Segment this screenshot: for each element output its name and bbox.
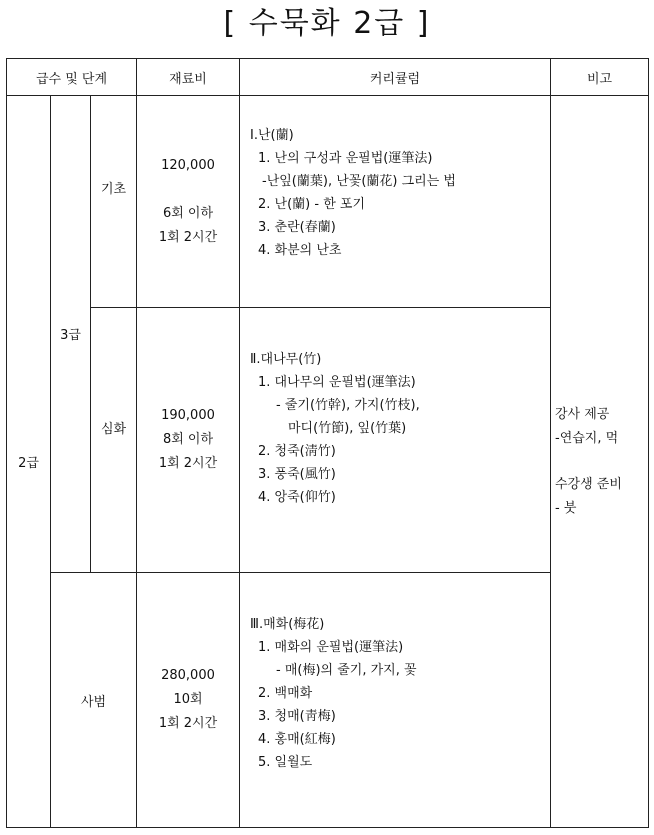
subgrade-cell: 3급 [51, 96, 91, 573]
curriculum-item: 1. 난의 구성과 운필법(運筆法) [258, 151, 433, 166]
note-spacer [555, 451, 647, 473]
stage-cell: 심화 [91, 308, 137, 573]
note-line: 강사 제공 [555, 406, 610, 422]
curriculum-head: Ⅱ.대나무(竹) [250, 352, 322, 367]
header-curriculum: 커리큘럼 [240, 59, 551, 96]
curriculum-head: Ⅰ.난(蘭) [250, 128, 294, 143]
curriculum-item: 3. 풍죽(風竹) [258, 467, 336, 482]
curriculum-cell [240, 573, 551, 828]
fee-line: 120,000 [161, 157, 215, 173]
fee-cell [137, 573, 240, 828]
curriculum-item: 3. 춘란(春蘭) [258, 220, 336, 235]
note-line: 수강생 준비 [555, 476, 622, 492]
fee-cell [137, 308, 240, 573]
table-row [7, 96, 649, 308]
header-fee: 재료비 [137, 59, 240, 96]
curriculum-cell [240, 96, 551, 308]
curriculum-item: - 매(梅)의 줄기, 가지, 꽃 [276, 663, 417, 678]
header-level: 급수 및 단계 [7, 59, 137, 96]
stage-cell: 사범 [51, 573, 137, 828]
curriculum-item: 5. 일월도 [258, 755, 313, 770]
curriculum-item: 4. 화분의 난초 [258, 243, 342, 258]
curriculum-item: 4. 홍매(紅梅) [258, 732, 336, 747]
curriculum-item: 4. 앙죽(仰竹) [258, 490, 336, 505]
curriculum-item: 2. 난(蘭) - 한 포기 [258, 197, 365, 212]
page-title: [ 수묵화 2급 ] [223, 6, 431, 41]
curriculum-item: 2. 청죽(淸竹) [258, 444, 336, 459]
fee-line: 1회 2시간 [158, 456, 218, 471]
curriculum-item: 1. 매화의 운필법(運筆法) [258, 640, 404, 655]
curriculum-item: 1. 대나무의 운필법(運筆法) [258, 375, 416, 390]
curriculum-item: -난잎(蘭葉), 난꽃(蘭花) 그리는 법 [262, 174, 456, 189]
fee-line: 1회 2시간 [158, 716, 218, 731]
fee-line: 280,000 [161, 668, 215, 683]
curriculum-cell [240, 308, 551, 573]
curriculum-item: 마디(竹節), 잎(竹葉) [288, 421, 407, 436]
header-note: 비고 [551, 59, 649, 96]
curriculum-item: 2. 백매화 [258, 686, 313, 701]
fee-line: 1회 2시간 [158, 229, 218, 245]
fee-line: 8회 이하 [162, 432, 214, 447]
fee-line: 6회 이하 [162, 205, 214, 221]
curriculum-item: 3. 청매(靑梅) [258, 709, 336, 724]
fee-line [138, 178, 238, 202]
curriculum-item: - 줄기(竹幹), 가지(竹枝), [276, 398, 420, 413]
note-line: -연습지, 먹 [555, 430, 619, 446]
stage-cell: 기초 [91, 96, 137, 308]
note-line: - 붓 [555, 500, 577, 516]
fee-cell [137, 96, 240, 308]
fee-line: 190,000 [161, 408, 215, 423]
curriculum-table [6, 58, 649, 828]
curriculum-head: Ⅲ.매화(梅花) [250, 617, 325, 632]
header-row [7, 59, 649, 96]
grade-cell: 2급 [7, 96, 51, 828]
note-cell [551, 96, 649, 828]
fee-line: 10회 [173, 692, 203, 707]
